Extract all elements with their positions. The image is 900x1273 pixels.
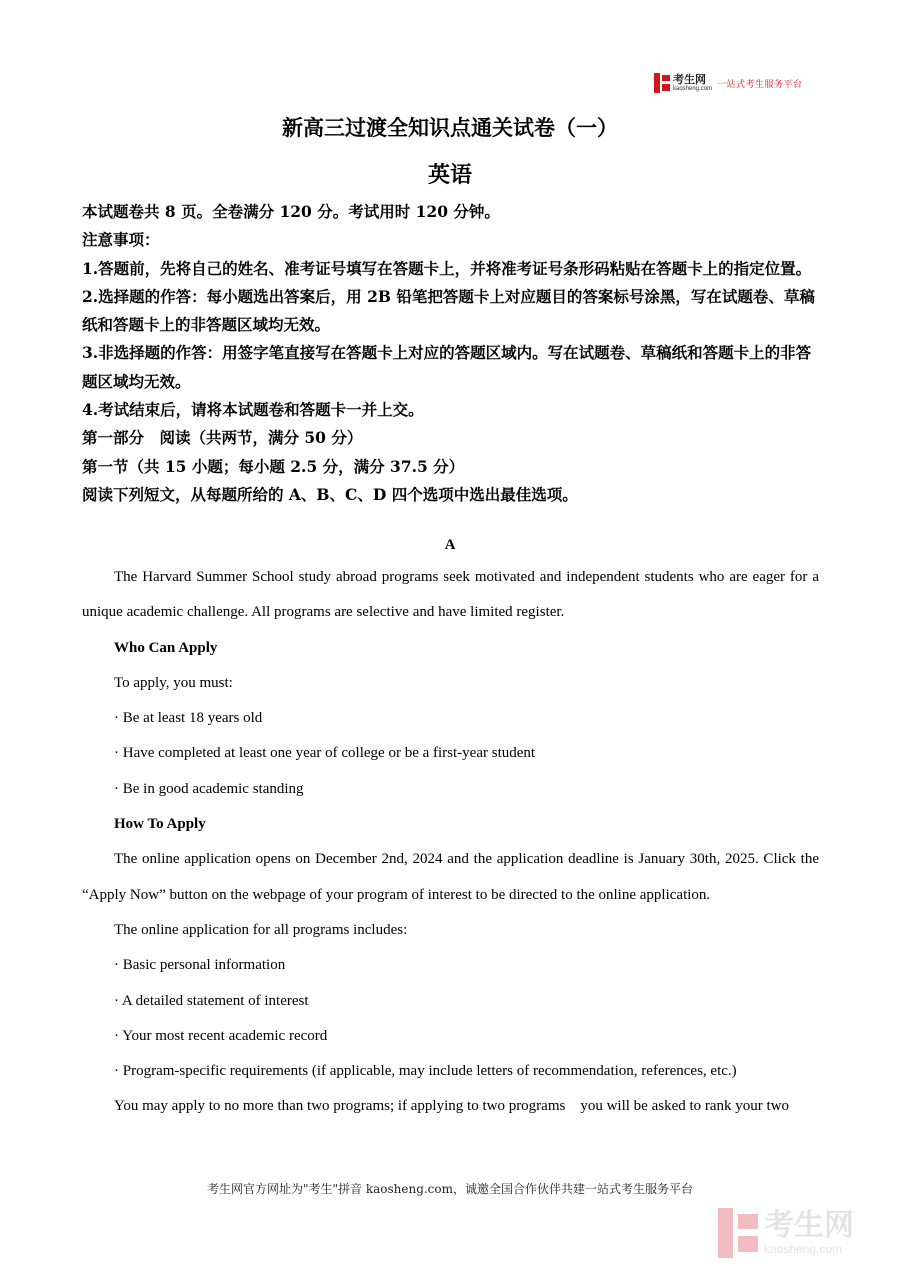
instruction-line: 4.考试结束后，请将本试题卷和答题卡一并上交。	[82, 400, 424, 420]
instruction-line: 第一节（共 15 小题；每小题 2.5 分，满分 37.5 分）	[82, 456, 465, 476]
exam-title: 新高三过渡全知识点通关试卷（一）	[282, 115, 618, 140]
instruction-line: 第一部分 阅读（共两节，满分 50 分）	[82, 428, 363, 448]
instruction-line: 阅读下列短文，从每题所给的 A、B、C、D 四个选项中选出最佳选项。	[82, 484, 578, 504]
passage-body	[82, 560, 819, 1125]
how-heading: How To Apply	[114, 816, 206, 833]
instruction-line: 本试题卷共 8 页。全卷满分 120 分。考试用时 120 分钟。	[82, 202, 500, 221]
list-item: · A detailed statement of interest	[114, 992, 309, 1009]
list-item: · Be at least 18 years old	[114, 710, 263, 727]
instruction-line: 2.选择题的作答：每小题选出答案后，用 2B 铅笔把答题卡上对应题目的答案标号涂黑，写在试题卷、草稿纸和答题卡上的非答题区域均无效。	[82, 286, 815, 335]
instruction-line: 1.答题前，先将自己的姓名、准考证号填写在答题卡上，并将准考证号条形码粘贴在答题卡上的指定位置。	[82, 258, 812, 278]
instruction-line: 3.非选择题的作答：用签字笔直接写在答题卡上对应的答题区域内。写在试题卷、草稿纸和答题卡上的非答题区域均无效。	[82, 343, 812, 391]
logo-slogan: 一站式考生服务平台	[717, 79, 803, 90]
list-item: · Basic personal information	[114, 957, 286, 974]
passage-intro: The Harvard Summer School study abroad programs seek motivated and independent students who are eager for a unique academic challenge. All programs are selective and have limited register.	[82, 569, 819, 621]
watermark-logo	[718, 1208, 854, 1258]
passage-letter: A	[444, 537, 456, 553]
watermark-cn: 考生网	[764, 1208, 854, 1243]
logo-en-text: kaosheng.com	[673, 86, 713, 92]
who-heading: Who Can Apply	[114, 639, 218, 656]
header-logo[interactable]	[654, 72, 803, 94]
logo-cn-text: 考生网	[673, 73, 706, 86]
watermark-en: kaosheng.com	[764, 1242, 843, 1256]
kaosheng-logo-icon	[654, 73, 670, 93]
passage-last-line: You may apply to no more than two programs; if applying to two programs you will be asked to rank your two	[114, 1098, 790, 1115]
who-lead: To apply, you must:	[114, 674, 233, 691]
page-footer: 考生网官方网址为"考生"拼音 kaosheng.com，诚邀全国合作伙伴共建一站式考生服务平台	[206, 1182, 694, 1196]
subject-title: 英语	[427, 162, 472, 188]
list-item: · Have completed at least one year of college or be a first-year student	[114, 745, 536, 762]
list-item: · Be in good academic standing	[114, 780, 304, 797]
list-item: · Your most recent academic record	[114, 1027, 328, 1044]
list-item: · Program-specific requirements (if applicable, may include letters of recommendation, references, etc.)	[114, 1063, 737, 1080]
includes-lead: The online application for all programs includes:	[114, 921, 408, 938]
instruction-line: 注意事项：	[82, 230, 160, 250]
how-text: The online application opens on December 2nd, 2024 and the application deadline is January 30th, 2025. Click the “Apply Now” button on the webpage of your program of interest to be directed to the online application.	[82, 851, 819, 903]
watermark-logo-icon	[718, 1208, 758, 1258]
exam-instructions	[82, 198, 822, 509]
